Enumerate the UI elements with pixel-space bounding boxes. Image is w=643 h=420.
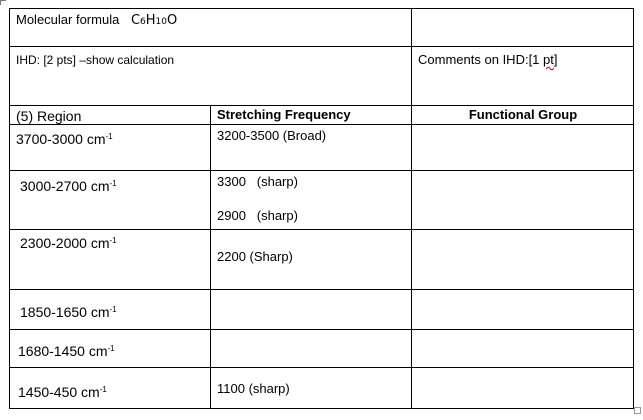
frequency-value: 3300 (sharp)	[217, 174, 298, 189]
formula-row	[10, 9, 634, 47]
formula-carbon: C	[130, 13, 141, 28]
comments-label	[412, 47, 633, 69]
comments-label-pt: pt	[543, 52, 554, 67]
frequency-value: 3200-3500 (Broad)	[217, 128, 327, 143]
frequency-value: 2900 (sharp)	[217, 208, 298, 223]
region-unit-exponent: -1	[105, 132, 113, 141]
functional-group-cell[interactable]	[412, 330, 634, 368]
region-header-cell	[10, 106, 211, 125]
group-header: Functional Group	[468, 107, 578, 122]
functional-group-value	[412, 125, 633, 127]
functional-group-cell[interactable]	[412, 230, 634, 290]
frequency-value	[211, 330, 411, 332]
formula-cell[interactable]	[10, 9, 412, 47]
comments-label-ihd: IHD	[502, 52, 525, 67]
frequency-cell[interactable]	[211, 290, 412, 330]
comments-label-mid: :[1	[524, 52, 544, 67]
functional-group-value	[412, 290, 633, 292]
region-cell	[10, 125, 211, 171]
frequency-value: 1100 (sharp)	[217, 381, 290, 396]
comments-label-end: ]	[553, 52, 558, 67]
formula-carbon-count: 6	[140, 17, 146, 27]
formula-label: Molecular formula	[16, 12, 120, 27]
table-row	[10, 125, 634, 171]
ihd-cell[interactable]	[10, 47, 412, 106]
region-cell	[10, 368, 211, 409]
region-header: (5) Region	[16, 108, 82, 124]
region-label: 2300-2000 cm	[20, 235, 110, 251]
region-label: 3700-3000 cm	[16, 131, 106, 147]
group-header-cell	[412, 106, 634, 125]
frequency-cell[interactable]	[211, 125, 412, 171]
frequency-cell[interactable]	[211, 230, 412, 290]
frequency-value	[211, 290, 411, 292]
region-cell	[10, 230, 211, 290]
region-unit-exponent: -1	[109, 179, 117, 188]
ihd-row	[10, 47, 634, 106]
region-label: 1850-1650 cm	[20, 304, 110, 320]
region-label: 1450-450 cm	[18, 384, 100, 400]
region-cell	[10, 330, 211, 368]
table-row	[10, 330, 634, 368]
column-header-row	[10, 106, 634, 125]
frequency-cell[interactable]	[211, 368, 412, 409]
formula-blank-cell[interactable]	[412, 9, 634, 47]
region-unit-exponent: -1	[109, 236, 117, 245]
comments-label-prefix: Comments on	[418, 52, 503, 67]
page-corner-mark	[0, 0, 6, 5]
frequency-cell[interactable]	[211, 330, 412, 368]
frequency-cell[interactable]	[211, 171, 412, 230]
formula-hydrogen-count: 10	[155, 17, 167, 27]
region-label: 1680-1450 cm	[18, 343, 108, 359]
molecular-formula	[131, 13, 177, 28]
functional-group-cell[interactable]	[412, 290, 634, 330]
functional-group-value	[412, 368, 633, 370]
formula-oxygen: O	[167, 13, 178, 28]
region-unit-exponent: -1	[107, 344, 115, 353]
functional-group-cell[interactable]	[412, 368, 634, 409]
ihd-label: IHD: [2 pts] –show calculation	[16, 53, 175, 67]
functional-group-cell[interactable]	[412, 171, 634, 230]
region-unit-exponent: -1	[109, 305, 117, 314]
frequency-value: 2200 (Sharp)	[217, 249, 293, 264]
table-row	[10, 230, 634, 290]
functional-group-value	[412, 230, 633, 232]
frequency-header: Stretching Frequency	[217, 107, 351, 122]
formula-hydrogen: H	[145, 13, 156, 28]
region-label: 3000-2700 cm	[20, 178, 110, 194]
region-unit-exponent: -1	[99, 385, 107, 394]
region-cell	[10, 171, 211, 230]
functional-group-cell[interactable]	[412, 125, 634, 171]
table-row	[10, 290, 634, 330]
comments-cell[interactable]	[412, 47, 634, 106]
table-row	[10, 368, 634, 409]
region-cell	[10, 290, 211, 330]
table-row	[10, 171, 634, 230]
ir-worksheet-table	[9, 8, 634, 409]
functional-group-value	[412, 171, 633, 173]
functional-group-value	[412, 330, 633, 332]
frequency-header-cell	[211, 106, 412, 125]
table-resize-handle[interactable]	[634, 407, 641, 414]
